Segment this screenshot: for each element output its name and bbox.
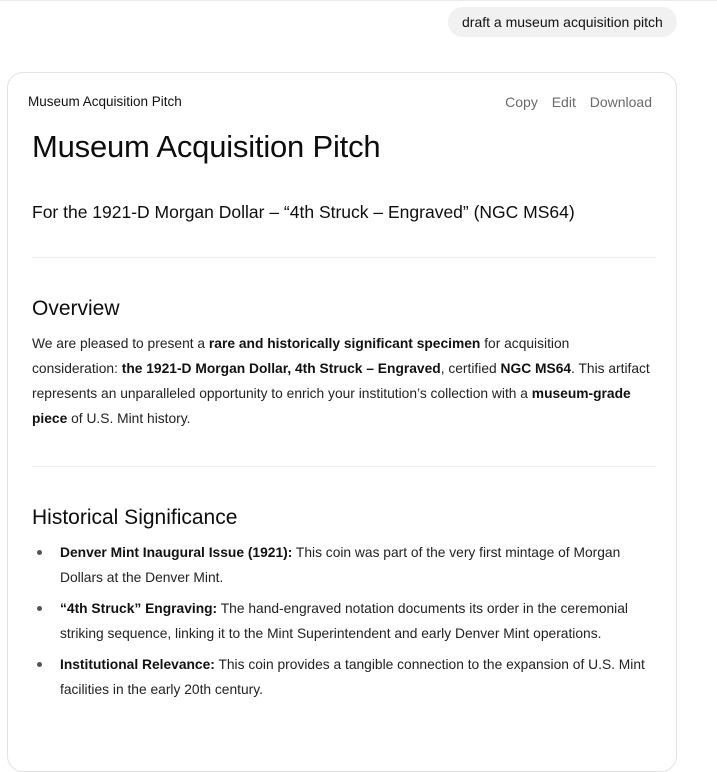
overview-bold-text: museum-grade piece [32,386,631,426]
overview-text: . This artifact represents an unparalleled opportunity to enrich your institution’s collection with a [32,361,650,401]
card-actions [495,93,652,111]
list-item-text: This coin provides a tangible connection to the expansion of U.S. Mint facilities in the early 20th century. [60,657,645,697]
historical-list [32,540,656,708]
document-subtitle: For the 1921-D Morgan Dollar – “4th Struck – Engraved” (NGC MS64) [32,202,575,222]
edit-button[interactable]: Edit [551,94,576,110]
overview-text: , certified [440,361,501,376]
list-item-label: “4th Struck” Engraving: [60,601,218,616]
bullet-icon [37,550,42,555]
bullet-icon [37,662,42,667]
card-header-title: Museum Acquisition Pitch [28,94,182,109]
overview-text: for acquisition consideration: [32,336,570,376]
list-item-text: The hand-engraved notation documents its order in the ceremonial striking sequence, linking it to the Mint Superintendent and early Denver Mint operations. [60,601,628,641]
overview-text: We are pleased to present a [32,336,209,351]
document-card [7,72,677,772]
list-item [32,652,656,702]
overview-paragraph [32,331,656,431]
section-divider [32,257,656,258]
bullet-icon [37,606,42,611]
top-divider [0,0,717,1]
historical-heading: Historical Significance [32,506,238,529]
document-title: Museum Acquisition Pitch [32,129,381,164]
document-body [32,129,656,697]
list-item [32,596,656,646]
overview-text: of U.S. Mint history. [67,411,191,426]
overview-bold-text: rare and historically significant specimen [208,336,481,351]
list-item-label: Denver Mint Inaugural Issue (1921): [60,545,293,560]
overview-heading: Overview [32,297,120,320]
copy-button[interactable]: Copy [505,94,538,110]
list-item [32,540,656,590]
card-header [28,93,652,113]
section-divider [32,466,656,467]
user-message-bubble: draft a museum acquisition pitch [448,7,677,37]
overview-bold-text: the 1921-D Morgan Dollar, 4th Struck – Engraved [121,361,441,376]
overview-bold-text: NGC MS64 [500,361,572,376]
download-button[interactable]: Download [589,94,652,110]
list-item-text: This coin was part of the very first mintage of Morgan Dollars at the Denver Mint. [60,545,621,585]
list-item-label: Institutional Relevance: [60,657,215,672]
